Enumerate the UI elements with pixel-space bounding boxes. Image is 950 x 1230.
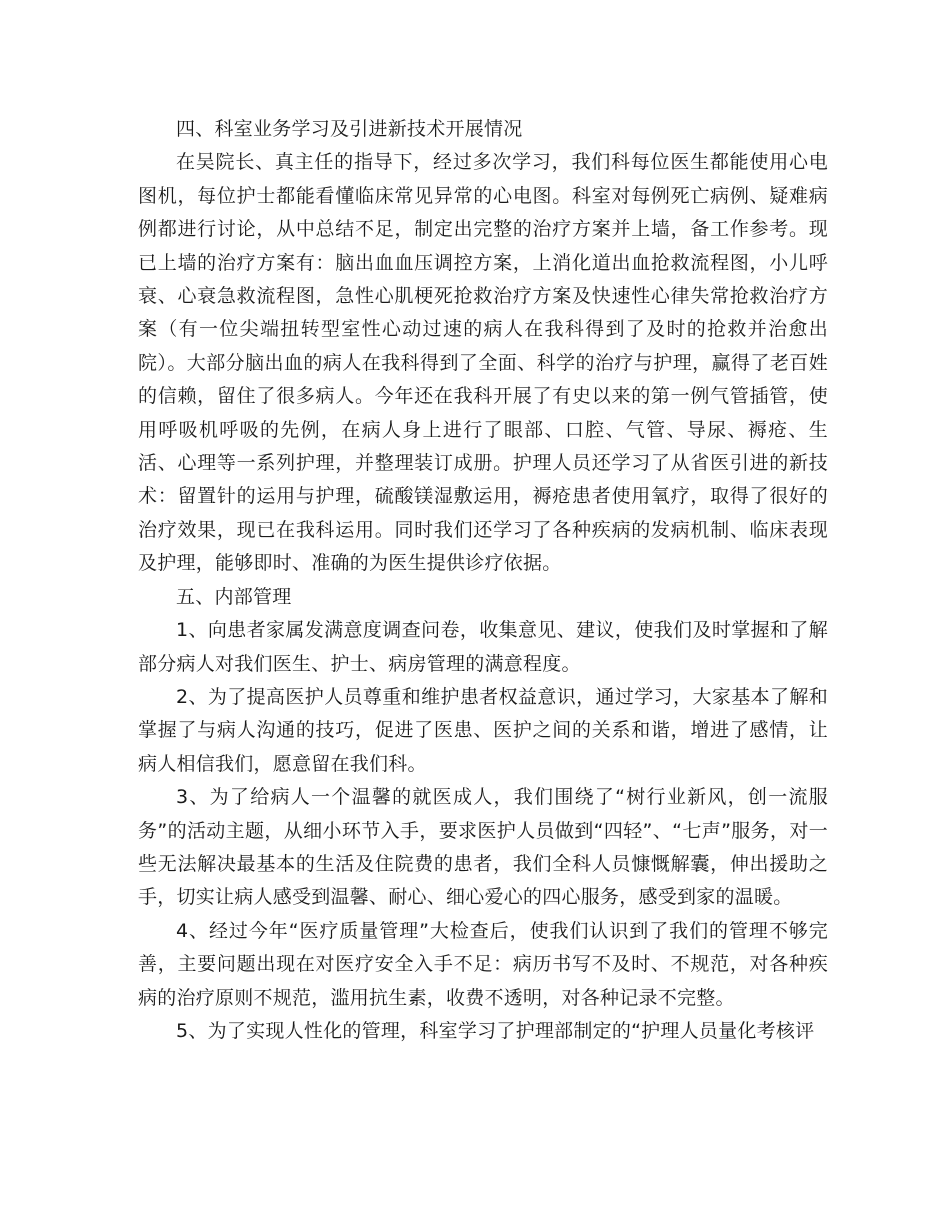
section-heading-5: 五、内部管理 <box>176 585 292 608</box>
document-body <box>138 113 828 1048</box>
section-5-item-2: 2、为了提高医护人员尊重和维护患者权益意识，通过学习，大家基本了解和掌握了与病人沟通的技巧，促进了医患、医护之间的关系和谐，增进了感情，让病人相信我们，愿意留在我们科。 <box>138 685 828 775</box>
section-5-item-4: 4、经过今年“医疗质量管理”大检查后，使我们认识到了我们的管理不够完善，主要问题出现在对医疗安全入手不足：病历书写不及时、不规范，对各种疾病的治疗原则不规范，滥用抗生素，收费不透明，对各种记录不完整。 <box>138 919 828 1009</box>
section-heading-4: 四、科室业务学习及引进新技术开展情况 <box>176 118 523 140</box>
section-4-paragraph: 在吴院长、真主任的指导下，经过多次学习，我们科每位医生都能使用心电图机，每位护士都能看懂临床常见异常的心电图。科室对每例死亡病例、疑难病例都进行讨论，从中总结不足，制定出完整的治疗方案并上墙，备工作参考。现已上墙的治疗方案有：脑出血血压调控方案，上消化道出血抢救流程图，小儿呼衰、心衰急救流程图，急性心肌梗死抢救治疗方案及快速性心律失常抢救治疗方案（有一位尖端扭转型室性心动过速的病人在我科得到了及时的抢救并治愈出院）。大部分脑出血的病人在我科得到了全面、科学的治疗与护理，赢得了老百姓的信赖，留住了很多病人。今年还在我科开展了有史以来的第一例气管插管，使用呼吸机呼吸的先例，在病人身上进行了眼部、口腔、气管、导尿、褥疮、生活、心理等一系列护理，并整理装订成册。护理人员还学习了从省医引进的新技术：留置针的运用与护理，硫酸镁湿敷运用，褥疮患者使用氧疗，取得了很好的治疗效果，现已在我科运用。同时我们还学习了各种疾病的发病机制、临床表现及护理，能够即时、准确的为医生提供诊疗依据。 <box>138 151 828 575</box>
section-5-item-5: 5、为了实现人性化的管理，科室学习了护理部制定的“护理人员量化考核评 <box>176 1019 815 1042</box>
section-5-item-1: 1、向患者家属发满意度调查问卷，收集意见、建议，使我们及时掌握和了解部分病人对我们医生、护士、病房管理的满意程度。 <box>138 619 828 675</box>
section-5-item-3: 3、为了给病人一个温馨的就医成人，我们围绕了“树行业新风，创一流服务”的活动主题，从细小环节入手，要求医护人员做到“四轻”、“七声”服务，对一些无法解决最基本的生活及住院费的患者，我们全科人员慷慨解囊，伸出援助之手，切实让病人感受到温馨、耐心、细心爱心的四心服务，感受到家的温暖。 <box>138 786 828 909</box>
